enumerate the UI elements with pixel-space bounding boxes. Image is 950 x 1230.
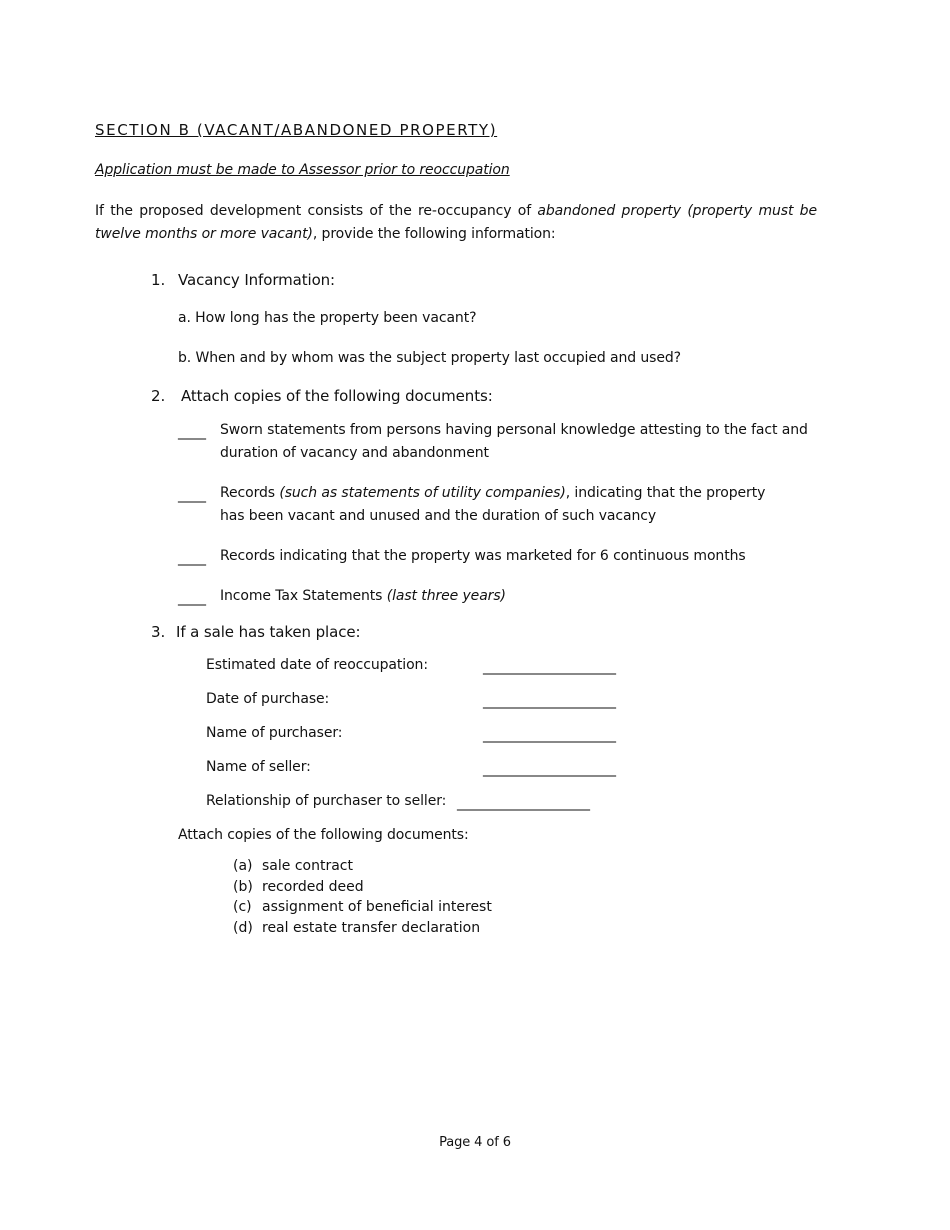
item1-number: 1.	[151, 271, 166, 289]
sale-document-text: recorded deed	[262, 878, 364, 895]
field-relationship-line[interactable]: ___________________	[457, 795, 590, 811]
sale-document-item	[233, 897, 492, 918]
intro-text-2: , provide the following information:	[312, 226, 556, 242]
doc3-text: Records indicating that the property was marketed for 6 continuous months	[220, 548, 746, 564]
doc2-text-line2: has been vacant and unused and the duration of such vacancy	[220, 508, 657, 524]
sale-document-item	[233, 918, 492, 939]
doc4-checkbox-blank[interactable]: ____	[178, 590, 206, 606]
item3-title: If a sale has taken place:	[176, 623, 361, 641]
field-seller-line[interactable]: ___________________	[483, 761, 616, 777]
doc4-text	[220, 586, 506, 606]
sale-document-text: real estate transfer declaration	[262, 919, 481, 936]
doc1-text-line2: duration of vacancy and abandonment	[220, 445, 489, 461]
page-number: Page 4 of 6	[439, 1135, 511, 1150]
item1-question-a: a. How long has the property been vacant?	[178, 310, 477, 326]
sale-documents-list	[233, 856, 492, 938]
field-seller-label: Name of seller:	[206, 759, 311, 775]
sale-document-item	[233, 856, 492, 877]
intro-paragraph	[95, 200, 817, 246]
sale-document-label: (d)	[233, 919, 253, 936]
doc4-italic: (last three years)	[386, 588, 506, 604]
doc4-prefix: Income Tax Statements	[220, 588, 387, 604]
item2-title: Attach copies of the following documents:	[181, 387, 493, 405]
sale-document-text: sale contract	[262, 858, 353, 874]
field-reoccupation-line[interactable]: ___________________	[483, 659, 616, 675]
item1-title: Vacancy Information:	[178, 271, 336, 289]
item2-number: 2.	[151, 387, 166, 405]
doc1-checkbox-blank[interactable]: ____	[178, 424, 206, 440]
field-purchase-date-label: Date of purchase:	[206, 691, 330, 707]
intro-text-italic: abandoned property (property must be twelve months or more vacant)	[95, 203, 817, 242]
item3-number: 3.	[151, 623, 166, 641]
doc2-italic: (such as statements of utility companies)	[279, 485, 566, 501]
field-purchaser-line[interactable]: ___________________	[483, 727, 616, 743]
item1-question-b: b. When and by whom was the subject property last occupied and used?	[178, 350, 681, 366]
field-relationship-label: Relationship of purchaser to seller:	[206, 793, 447, 809]
sale-document-label: (a)	[233, 858, 253, 874]
attach-documents-label: Attach copies of the following documents:	[178, 827, 469, 843]
doc3-checkbox-blank[interactable]: ____	[178, 550, 206, 566]
section-title: SECTION B (VACANT/ABANDONED PROPERTY)	[95, 121, 498, 139]
doc1-text-line1: Sworn statements from persons having personal knowledge attesting to the fact and	[220, 422, 808, 438]
field-reoccupation-label: Estimated date of reoccupation:	[206, 657, 428, 673]
doc2-prefix: Records	[220, 485, 280, 501]
field-purchase-date-line[interactable]: ___________________	[483, 693, 616, 709]
intro-text-1: If the proposed development consists of the re-occupancy of	[95, 203, 538, 219]
subtitle: Application must be made to Assessor prior to reoccupation	[95, 162, 510, 178]
sale-document-text: assignment of beneficial interest	[262, 899, 492, 915]
sale-document-item	[233, 877, 492, 898]
doc2-checkbox-blank[interactable]: ____	[178, 487, 206, 503]
doc2-suffix: , indicating that the property	[565, 485, 766, 501]
field-purchaser-label: Name of purchaser:	[206, 725, 343, 741]
sale-document-label: (b)	[233, 878, 253, 895]
doc2-text-line1	[220, 483, 765, 503]
sale-document-label: (c)	[233, 899, 252, 915]
